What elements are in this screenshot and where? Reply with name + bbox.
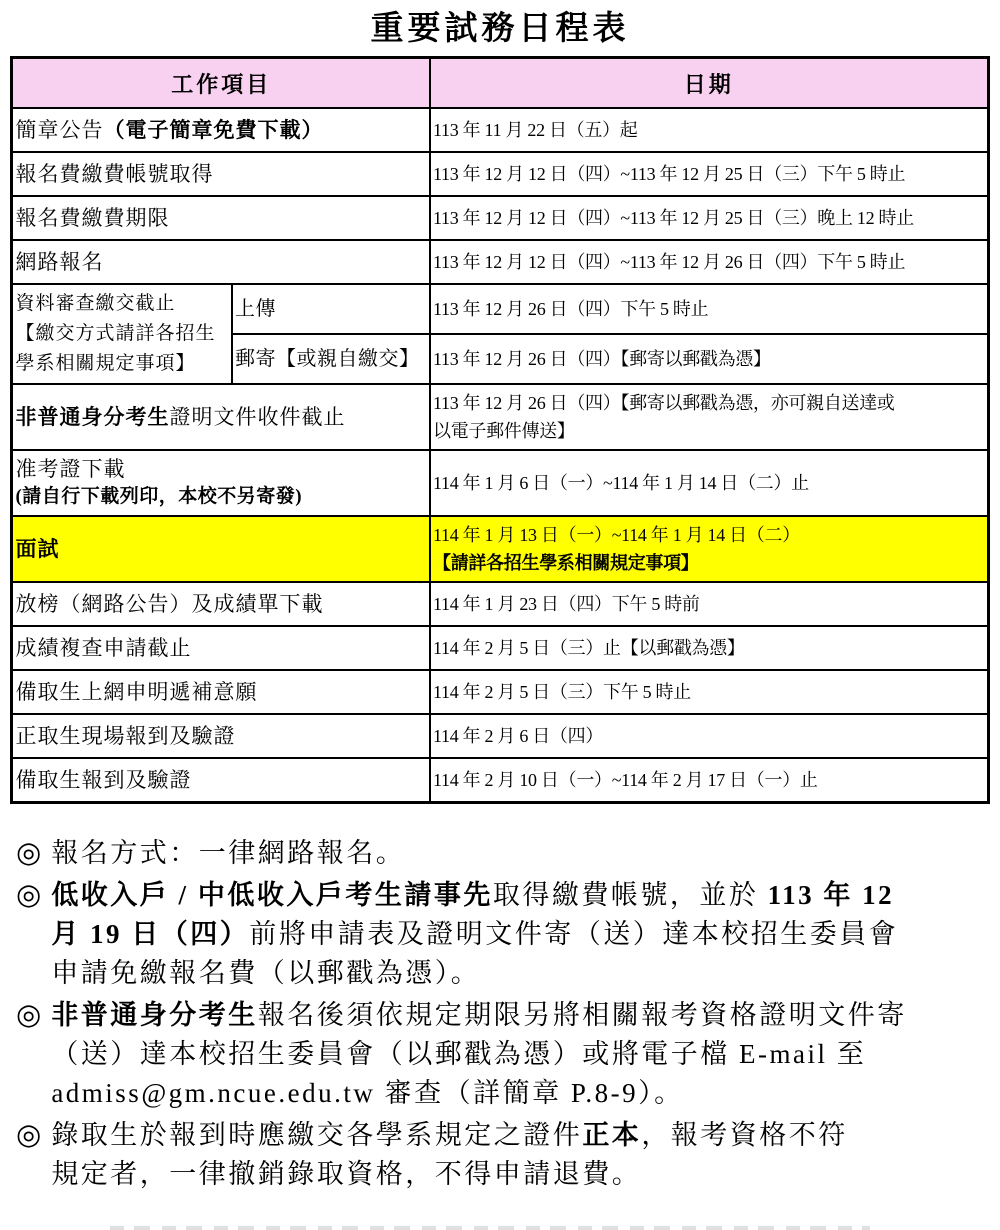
work-item-cell [12, 714, 430, 758]
work-item-cell [12, 450, 430, 516]
work-item-cell [12, 516, 430, 582]
table-row [12, 108, 988, 152]
date-cell [430, 626, 988, 670]
table-row [12, 582, 988, 626]
note-line [51, 954, 986, 993]
text-run: 學系相關規定事項】 [15, 353, 196, 374]
work-item-cell [12, 758, 430, 802]
note-item [16, 876, 986, 993]
cell-line [433, 417, 985, 445]
bullet-icon: ◎ [16, 878, 42, 911]
text-run: 114 年 2 月 5 日（三）下午 5 時止 [433, 682, 691, 702]
cell-line [235, 345, 427, 373]
work-item-cell [12, 384, 430, 450]
date-cell [430, 108, 988, 152]
note-line [51, 876, 986, 915]
text-run: 以電子郵件傳送】 [433, 421, 575, 441]
text-run: 報名費繳費帳號取得 [15, 162, 214, 186]
text-run: 網路報名 [15, 250, 104, 274]
text-run: 報名費繳費期限 [15, 206, 170, 230]
date-cell [430, 450, 988, 516]
text-run: 113 年 12 月 12 日（四）~113 年 12 月 25 日（三）晚上 12 時止 [433, 208, 914, 228]
table-row [12, 626, 988, 670]
text-run: 114 年 2 月 6 日（四） [433, 726, 604, 746]
note-line [51, 1116, 986, 1155]
cell-line [15, 116, 427, 144]
cell-line [433, 722, 985, 750]
date-cell [430, 516, 988, 582]
table-row [12, 670, 988, 714]
bold-text-run: 【請詳各招生學系相關規定事項】 [433, 553, 699, 573]
date-cell [430, 758, 988, 802]
cell-line [433, 634, 985, 662]
date-cell [430, 240, 988, 284]
date-cell [430, 714, 988, 758]
cell-line [15, 483, 427, 511]
table-row [12, 758, 988, 802]
cell-line [15, 678, 427, 706]
work-item-cell [12, 582, 430, 626]
text-run: 成績複查申請截止 [15, 636, 192, 660]
note-body [51, 996, 986, 1113]
work-item-cell [12, 670, 430, 714]
table-row-highlighted [12, 516, 988, 582]
text-run: 郵寄【或親自繳交】 [234, 348, 420, 370]
cell-line [433, 521, 985, 549]
date-cell [430, 152, 988, 196]
text-run: 取得繳費帳號，並於 [492, 879, 768, 910]
note-line [51, 996, 986, 1035]
text-run: 113 年 12 月 12 日（四）~113 年 12 月 25 日（三）下午 5 時止 [433, 164, 906, 184]
bold-text-run: （電子簡章免費下載） [103, 118, 324, 142]
note-body [51, 876, 986, 993]
cell-line [235, 295, 427, 323]
header-cell-work-item: 工作項目 [12, 58, 430, 109]
cell-line [15, 204, 427, 232]
cell-line [15, 590, 427, 618]
text-run: 准考證下載 [15, 457, 126, 481]
cell-line [433, 116, 985, 144]
header-cell-date: 日期 [430, 58, 988, 109]
date-cell [430, 670, 988, 714]
text-run: 114 年 1 月 13 日（一）~114 年 1 月 14 日（二） [433, 525, 800, 545]
text-run: 備取生上網申明遞補意願 [15, 680, 258, 704]
table-header-row [12, 58, 988, 109]
note-item [16, 1116, 986, 1194]
bullet-icon: ◎ [16, 998, 42, 1031]
text-run: 113 年 12 月 26 日（四）下午 5 時止 [433, 299, 709, 319]
cell-line [15, 722, 427, 750]
work-item-cell [12, 240, 430, 284]
note-line [51, 1074, 986, 1113]
bullet-icon: ◎ [16, 1118, 42, 1151]
text-run: 簡章公告 [15, 118, 104, 142]
cell-line [15, 766, 427, 794]
cell-line [433, 766, 985, 794]
text-run: 【繳交方式請詳各招生 [15, 323, 216, 344]
text-run: 申請免繳報名費（以郵戳為憑）。 [51, 957, 481, 988]
table-row [12, 284, 988, 334]
date-cell [430, 384, 988, 450]
text-run: ，報考資格不符 [641, 1119, 848, 1150]
table-row [12, 240, 988, 284]
table-row [12, 714, 988, 758]
date-cell [430, 582, 988, 626]
cell-line [15, 248, 427, 276]
bold-text-run: 113 年 12 [767, 879, 895, 910]
cell-line [433, 295, 985, 323]
note-line [51, 834, 986, 873]
table-row [12, 196, 988, 240]
note-body [51, 1116, 986, 1194]
text-run: 上傳 [234, 298, 276, 320]
cell-line [15, 455, 427, 483]
bold-text-run: (請自行下載列印，本校不另寄發) [15, 486, 303, 507]
work-item-cell [12, 196, 430, 240]
schedule-table [10, 56, 989, 804]
text-run: 規定者，一律撤銷錄取資格，不得申請退費。 [51, 1158, 642, 1189]
cell-line [15, 160, 427, 188]
text-run: 114 年 2 月 10 日（一）~114 年 2 月 17 日（一）止 [433, 769, 818, 790]
text-run: 備取生報到及驗證 [15, 767, 192, 792]
text-run: 報名方式：一律網路報名。 [51, 837, 406, 868]
bold-text-run: 非普通身分考生 [51, 999, 258, 1030]
text-run: 114 年 1 月 23 日（四）下午 5 時前 [433, 594, 700, 614]
note-item [16, 996, 986, 1113]
cell-line [433, 549, 985, 577]
notes-section [16, 834, 986, 1194]
text-run: 錄取生於報到時應繳交各學系規定之證件 [51, 1119, 583, 1150]
work-item-group-cell [12, 284, 232, 384]
page-title: 重要試務日程表 [370, 11, 630, 47]
note-item [16, 834, 986, 873]
cell-line [15, 319, 229, 349]
text-run: 證明文件收件截止 [169, 405, 346, 429]
date-cell [430, 284, 988, 334]
work-item-cell [12, 108, 430, 152]
bold-text-run: 低收入戶 / 中低收入戶考生請事先 [51, 879, 493, 910]
note-body [51, 834, 986, 873]
cell-line [15, 403, 427, 431]
text-run: 放榜（網路公告）及成績單下載 [15, 592, 324, 616]
cutoff-text-sliver [110, 1226, 870, 1230]
text-run: 113 年 11 月 22 日（五）起 [433, 120, 638, 140]
text-run: 報名後須依規定期限另將相關報考資格證明文件寄 [257, 999, 907, 1030]
table-row [12, 450, 988, 516]
text-run: 正取生現場報到及驗證 [15, 724, 236, 748]
text-run: admiss@gm.ncue.edu.tw 審查（詳簡章 P.8-9）。 [51, 1077, 684, 1108]
cell-line [433, 678, 985, 706]
cell-line [433, 389, 985, 417]
cell-line [15, 349, 229, 379]
cell-line [433, 469, 985, 497]
text-run: 113 年 12 月 26 日（四）【郵寄以郵戳為憑，亦可親自送達或 [433, 393, 895, 413]
work-item-sub-cell [232, 284, 430, 334]
cell-line [15, 289, 229, 319]
bold-text-run: 非普通身分考生 [15, 405, 170, 429]
note-line [51, 1155, 986, 1194]
text-run: 113 年 12 月 12 日（四）~113 年 12 月 26 日（四）下午 5 時止 [433, 252, 906, 272]
note-line [51, 1035, 986, 1074]
cell-line [15, 634, 427, 662]
cell-line [433, 160, 985, 188]
bold-text-run: 面試 [15, 537, 60, 561]
work-item-cell [12, 626, 430, 670]
date-cell [430, 334, 988, 384]
cell-line [433, 345, 985, 373]
text-run: 114 年 2 月 5 日（三）止【以郵戳為憑】 [433, 638, 745, 658]
note-line [51, 915, 986, 954]
text-run: 資料審查繳交截止 [15, 293, 176, 314]
table-row [12, 384, 988, 450]
work-item-sub-cell [232, 334, 430, 384]
bullet-icon: ◎ [16, 836, 42, 869]
bold-text-run: 正本 [582, 1119, 642, 1150]
date-cell [430, 196, 988, 240]
bold-text-run: 月 19 日（四） [51, 918, 250, 949]
table-row [12, 152, 988, 196]
cell-line [15, 535, 427, 563]
work-item-cell [12, 152, 430, 196]
text-run: 113 年 12 月 26 日（四）【郵寄以郵戳為憑】 [433, 349, 771, 369]
cell-line [433, 590, 985, 618]
text-run: 114 年 1 月 6 日（一）~114 年 1 月 14 日（二）止 [433, 473, 809, 493]
text-run: 前將申請表及證明文件寄（送）達本校招生委員會 [249, 918, 899, 949]
cell-line [433, 248, 985, 276]
text-run: （送）達本校招生委員會（以郵戳為憑）或將電子檔 E-mail 至 [51, 1038, 867, 1069]
cell-line [433, 204, 985, 232]
